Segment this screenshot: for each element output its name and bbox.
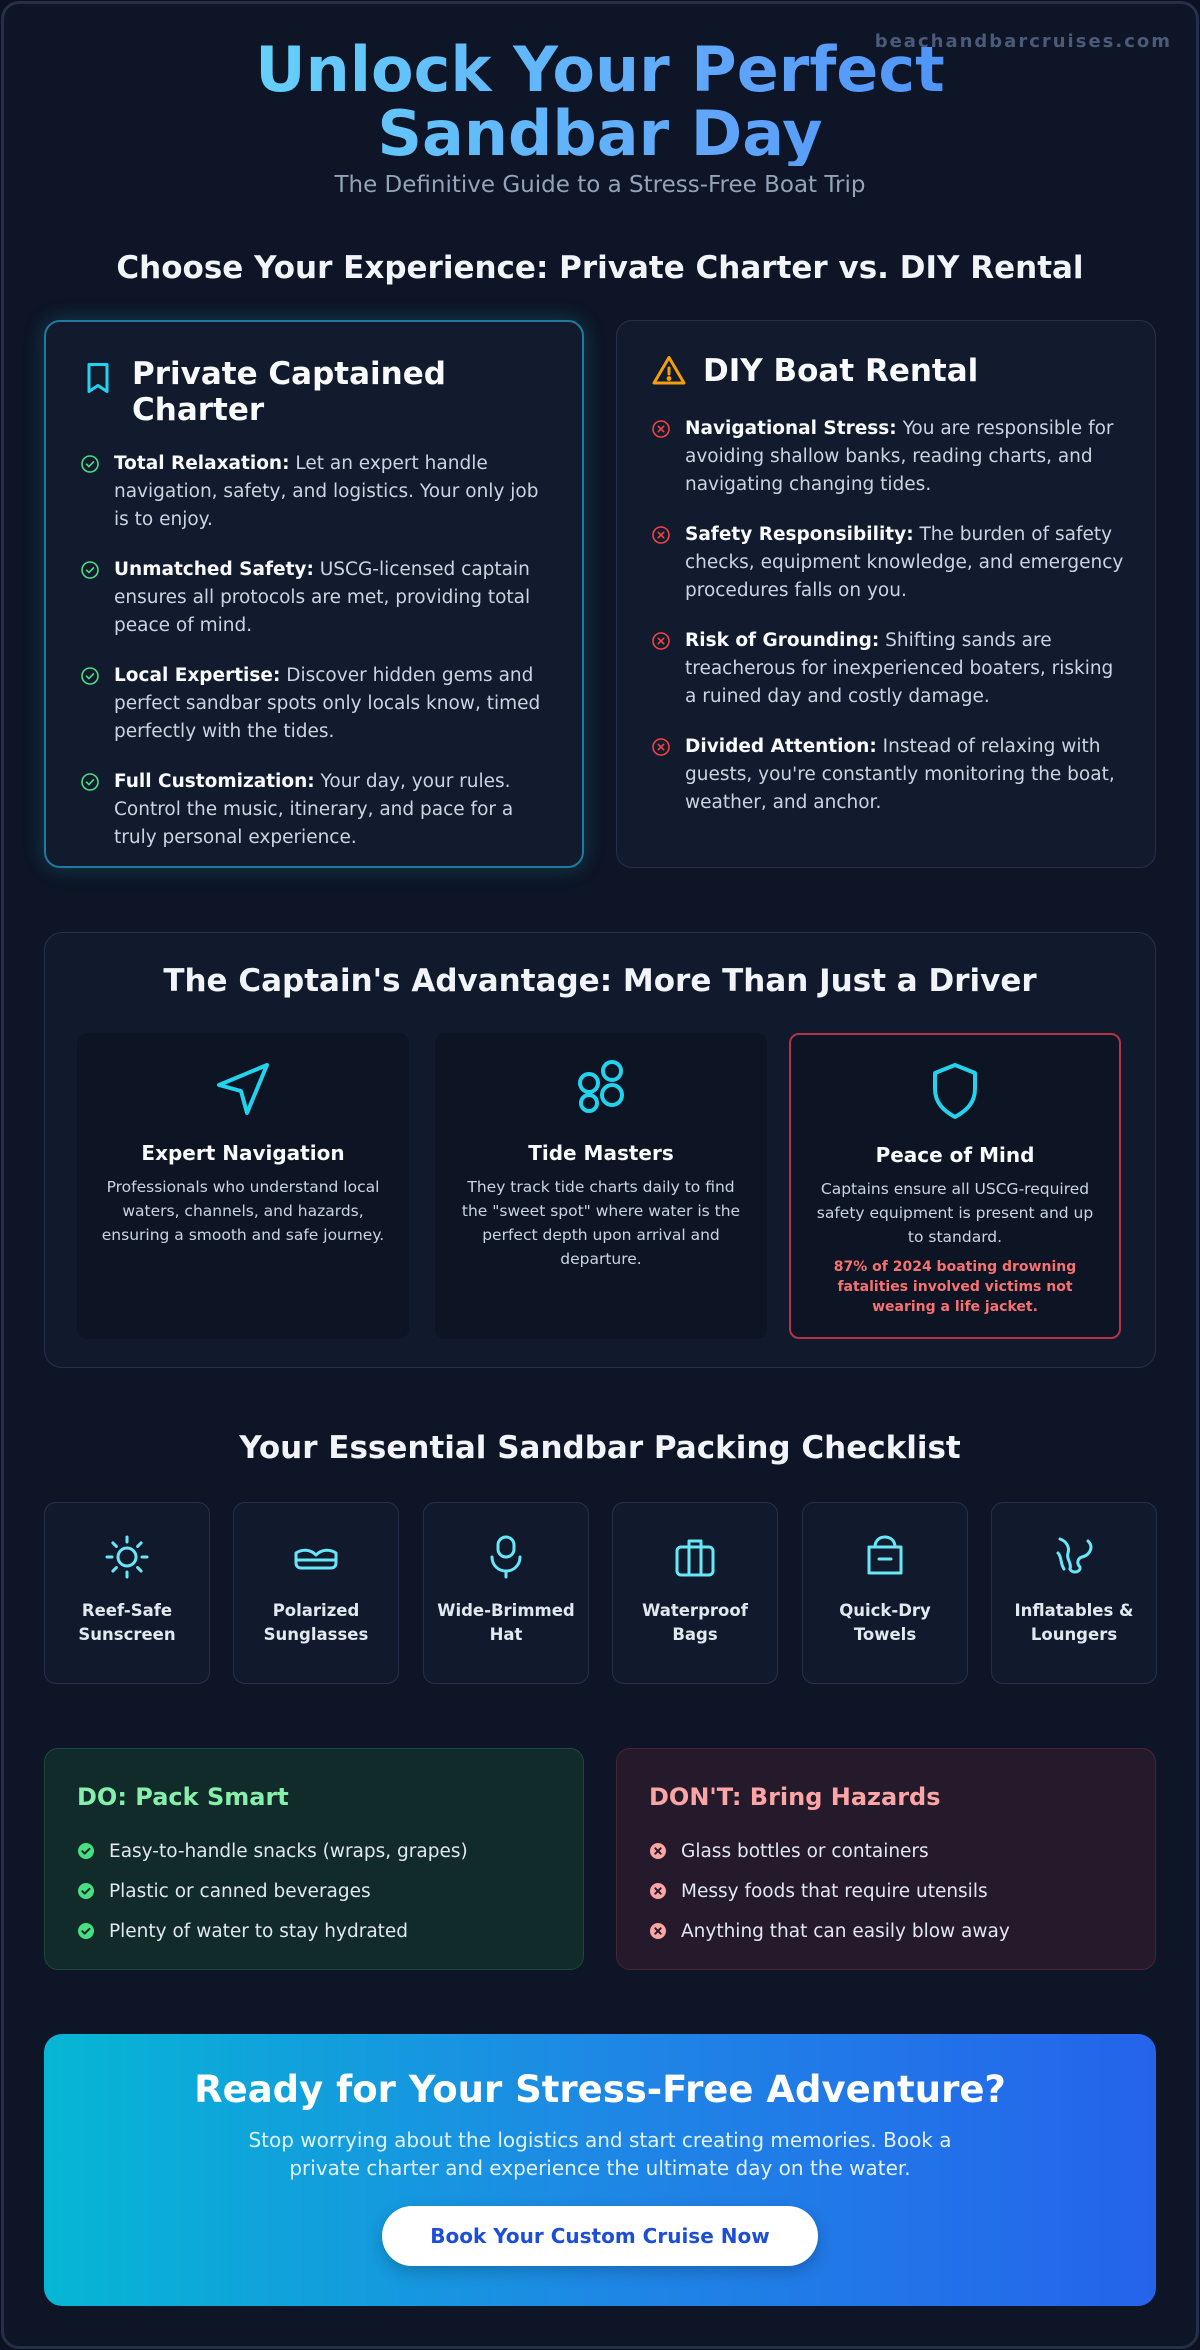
- checklist-item-label: Inflatables & Loungers: [1014, 1601, 1134, 1644]
- advantage-card-desc: Professionals who understand local waters, channels, and hazards, ensuring a smooth and safe journey.: [101, 1178, 385, 1244]
- advantage-title: The Captain's Advantage: More Than Just a Driver: [163, 963, 1037, 999]
- check-filled-icon: [77, 1882, 95, 1900]
- diy-feature-label: Risk of Grounding:: [685, 630, 880, 651]
- bag-icon: [671, 1533, 719, 1581]
- towel-icon: [861, 1533, 909, 1581]
- checklist-item-bags: [612, 1502, 778, 1684]
- checklist-item-inflatables: [991, 1502, 1157, 1684]
- diy-feature: [651, 733, 1125, 817]
- advantage-card-title: Tide Masters: [528, 1141, 674, 1165]
- cta-title: Ready for Your Stress-Free Adventure?: [194, 2068, 1006, 2111]
- check-circle-icon: [80, 772, 100, 792]
- do-item-text: Plastic or canned beverages: [109, 1880, 371, 1902]
- charter-feature: [80, 450, 552, 534]
- navigation-arrow-icon: [211, 1057, 275, 1121]
- dont-item: [649, 1911, 1010, 1951]
- hero-subtitle: The Definitive Guide to a Stress-Free Boat Trip: [334, 172, 866, 198]
- diy-feature-text: Shifting sands are treacherous for inexperienced boaters, risking a ruined day and costly damage.: [685, 630, 1114, 707]
- do-item: [77, 1911, 468, 1951]
- warning-icon: [651, 353, 687, 389]
- advantage-card-desc: They track tide charts daily to find the "sweet spot" where water is the perfect depth upon arrival and departure.: [461, 1178, 741, 1268]
- sun-icon: [103, 1533, 151, 1581]
- charter-feature-label: Total Relaxation:: [114, 453, 290, 474]
- charter-feature-label: Unmatched Safety:: [114, 559, 314, 580]
- do-item-text: Plenty of water to stay hydrated: [109, 1920, 409, 1942]
- dont-item-text: Messy foods that require utensils: [681, 1880, 988, 1902]
- diy-feature-text: Instead of relaxing with guests, you're constantly monitoring the boat, weather, and anchor.: [685, 736, 1115, 813]
- dont-title: DON'T: Bring Hazards: [649, 1783, 941, 1811]
- diy-card: [616, 320, 1156, 868]
- do-list: [77, 1831, 468, 1951]
- x-filled-icon: [649, 1842, 667, 1860]
- check-filled-icon: [77, 1922, 95, 1940]
- charter-card: [44, 320, 584, 868]
- checklist-title: Your Essential Sandbar Packing Checklist: [239, 1430, 961, 1466]
- do-item: [77, 1831, 468, 1871]
- dont-item: [649, 1831, 1010, 1871]
- x-filled-icon: [649, 1882, 667, 1900]
- shield-icon: [923, 1059, 987, 1123]
- diy-card-title: DIY Boat Rental: [703, 353, 979, 389]
- book-cruise-button[interactable]: Book Your Custom Cruise Now: [382, 2206, 818, 2266]
- charter-feature-text: Your day, your rules. Control the music, itinerary, and pace for a truly personal experience.: [114, 771, 514, 848]
- diy-feature-label: Divided Attention:: [685, 736, 877, 757]
- checklist-item-label: Reef-Safe Sunscreen: [78, 1601, 176, 1644]
- diy-feature: [651, 521, 1125, 605]
- bookmark-icon: [80, 360, 116, 396]
- do-card: [44, 1748, 584, 1970]
- charter-feature: [80, 662, 552, 746]
- charter-feature: [80, 768, 552, 852]
- diy-card-header: [651, 353, 978, 389]
- dont-item-text: Anything that can easily blow away: [681, 1920, 1010, 1942]
- check-filled-icon: [77, 1842, 95, 1860]
- diy-feature-label: Safety Responsibility:: [685, 524, 914, 545]
- check-circle-icon: [80, 666, 100, 686]
- charter-feature-list: [80, 450, 552, 874]
- x-circle-icon: [651, 525, 671, 545]
- check-circle-icon: [80, 560, 100, 580]
- dont-list: [649, 1831, 1010, 1951]
- checklist-item-hat: [423, 1502, 589, 1684]
- checklist-item-label: Quick-Dry Towels: [839, 1601, 931, 1644]
- x-filled-icon: [649, 1922, 667, 1940]
- do-item-text: Easy-to-handle snacks (wraps, grapes): [109, 1840, 468, 1862]
- dont-item-text: Glass bottles or containers: [681, 1840, 929, 1862]
- charter-feature-text: USCG-licensed captain ensures all protocols are met, providing total peace of mind.: [114, 559, 531, 636]
- advantage-card-title: Peace of Mind: [875, 1143, 1035, 1167]
- charter-feature-text: Discover hidden gems and perfect sandbar spots only locals know, timed perfectly with the tides.: [114, 665, 541, 742]
- do-title: DO: Pack Smart: [77, 1783, 289, 1811]
- x-circle-icon: [651, 419, 671, 439]
- advantage-card-navigation: [77, 1033, 409, 1339]
- comparison-title: Choose Your Experience: Private Charter vs. DIY Rental: [116, 250, 1084, 286]
- charter-feature: [80, 556, 552, 640]
- charter-feature-label: Full Customization:: [114, 771, 315, 792]
- diy-feature: [651, 627, 1125, 711]
- checklist-item-label: Waterproof Bags: [642, 1601, 748, 1644]
- advantage-card-title: Expert Navigation: [141, 1141, 345, 1165]
- cta-text: Stop worrying about the logistics and start creating memories. Book a private charter and experience the ultimate day on the water.: [248, 2128, 952, 2180]
- checklist-item-sunscreen: [44, 1502, 210, 1684]
- x-circle-icon: [651, 631, 671, 651]
- check-circle-icon: [80, 454, 100, 474]
- hero-title: Unlock Your Perfect Sandbar Day: [0, 38, 1200, 166]
- tide-circles-icon: [569, 1057, 633, 1121]
- diy-feature-label: Navigational Stress:: [685, 418, 897, 439]
- advantage-card-desc: Captains ensure all USCG-required safety equipment is present and up to standard.: [816, 1180, 1094, 1246]
- diy-feature-text: You are responsible for avoiding shallow banks, reading charts, and navigating changing tides.: [685, 418, 1114, 495]
- x-circle-icon: [651, 737, 671, 757]
- sunglasses-icon: [292, 1533, 340, 1581]
- safety-statistic: 87% of 2024 boating drowning fatalities involved victims not wearing a life jacket.: [833, 1259, 1077, 1315]
- charter-card-header: [80, 356, 582, 428]
- checklist-item-sunglasses: [233, 1502, 399, 1684]
- cta-banner: [44, 2034, 1156, 2306]
- advantage-section: [44, 932, 1156, 1368]
- checklist-item-label: Polarized Sunglasses: [263, 1601, 369, 1644]
- advantage-card-tides: [435, 1033, 767, 1339]
- charter-feature-label: Local Expertise:: [114, 665, 281, 686]
- checklist-item-label: Wide-Brimmed Hat: [437, 1601, 575, 1644]
- diy-feature-text: The burden of safety checks, equipment knowledge, and emergency procedures falls on you.: [685, 524, 1124, 601]
- diy-feature-list: [651, 415, 1125, 839]
- checklist-item-towels: [802, 1502, 968, 1684]
- hat-icon: [482, 1533, 530, 1581]
- do-item: [77, 1871, 468, 1911]
- advantage-card-safety: [789, 1033, 1121, 1339]
- dont-card: [616, 1748, 1156, 1970]
- dont-item: [649, 1871, 1010, 1911]
- diy-feature: [651, 415, 1125, 499]
- charter-card-title: Private Captained Charter: [132, 356, 446, 428]
- inflatable-icon: [1050, 1533, 1098, 1581]
- charter-feature-text: Let an expert handle navigation, safety, and logistics. Your only job is to enjoy.: [114, 453, 539, 530]
